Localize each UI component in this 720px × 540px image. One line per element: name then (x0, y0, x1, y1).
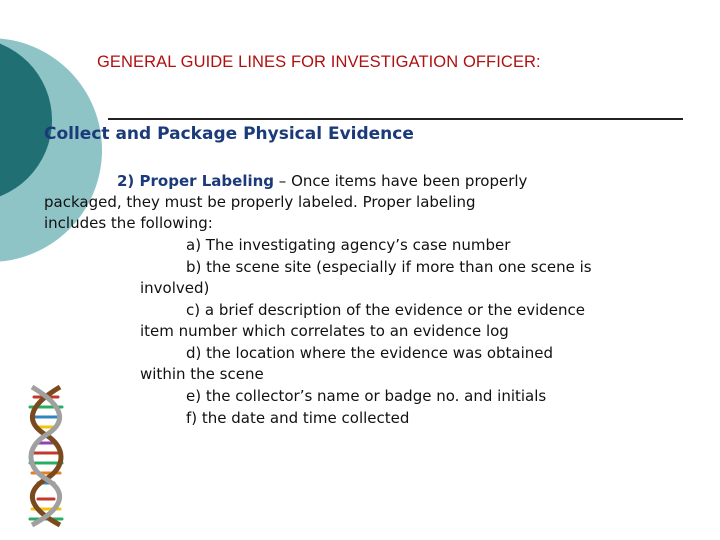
title-divider (108, 118, 683, 120)
list-item-d-cont: within the scene (140, 365, 264, 383)
list-item-c-cont: item number which correlates to an evidence log (140, 322, 509, 340)
intro-line-1-rest: – Once items have been properly (274, 172, 528, 190)
decorative-circle-shapes (0, 0, 120, 300)
list-item-b-cont: involved) (140, 279, 210, 297)
list-item-f: f) the date and time collected (186, 409, 410, 427)
slide-title: GENERAL GUIDE LINES FOR INVESTIGATION OFFICER: (97, 53, 541, 71)
intro-line-3: includes the following: (44, 214, 213, 232)
section-heading: Collect and Package Physical Evidence (44, 124, 414, 144)
intro-line-2: packaged, they must be properly labeled. Proper labeling (44, 193, 476, 211)
list-item-a: a) The investigating agency’s case number (186, 236, 511, 254)
dna-helix-icon (20, 383, 72, 528)
list-item-e: e) the collector’s name or badge no. and initials (186, 387, 547, 405)
list-item-c: c) a brief description of the evidence or the evidence (186, 301, 586, 319)
list-item-d: d) the location where the evidence was obtained (186, 344, 554, 362)
proper-labeling-label: 2) Proper Labeling (117, 172, 275, 190)
list-item-b: b) the scene site (especially if more than one scene is (186, 258, 592, 276)
intro-line-1 (117, 171, 527, 193)
